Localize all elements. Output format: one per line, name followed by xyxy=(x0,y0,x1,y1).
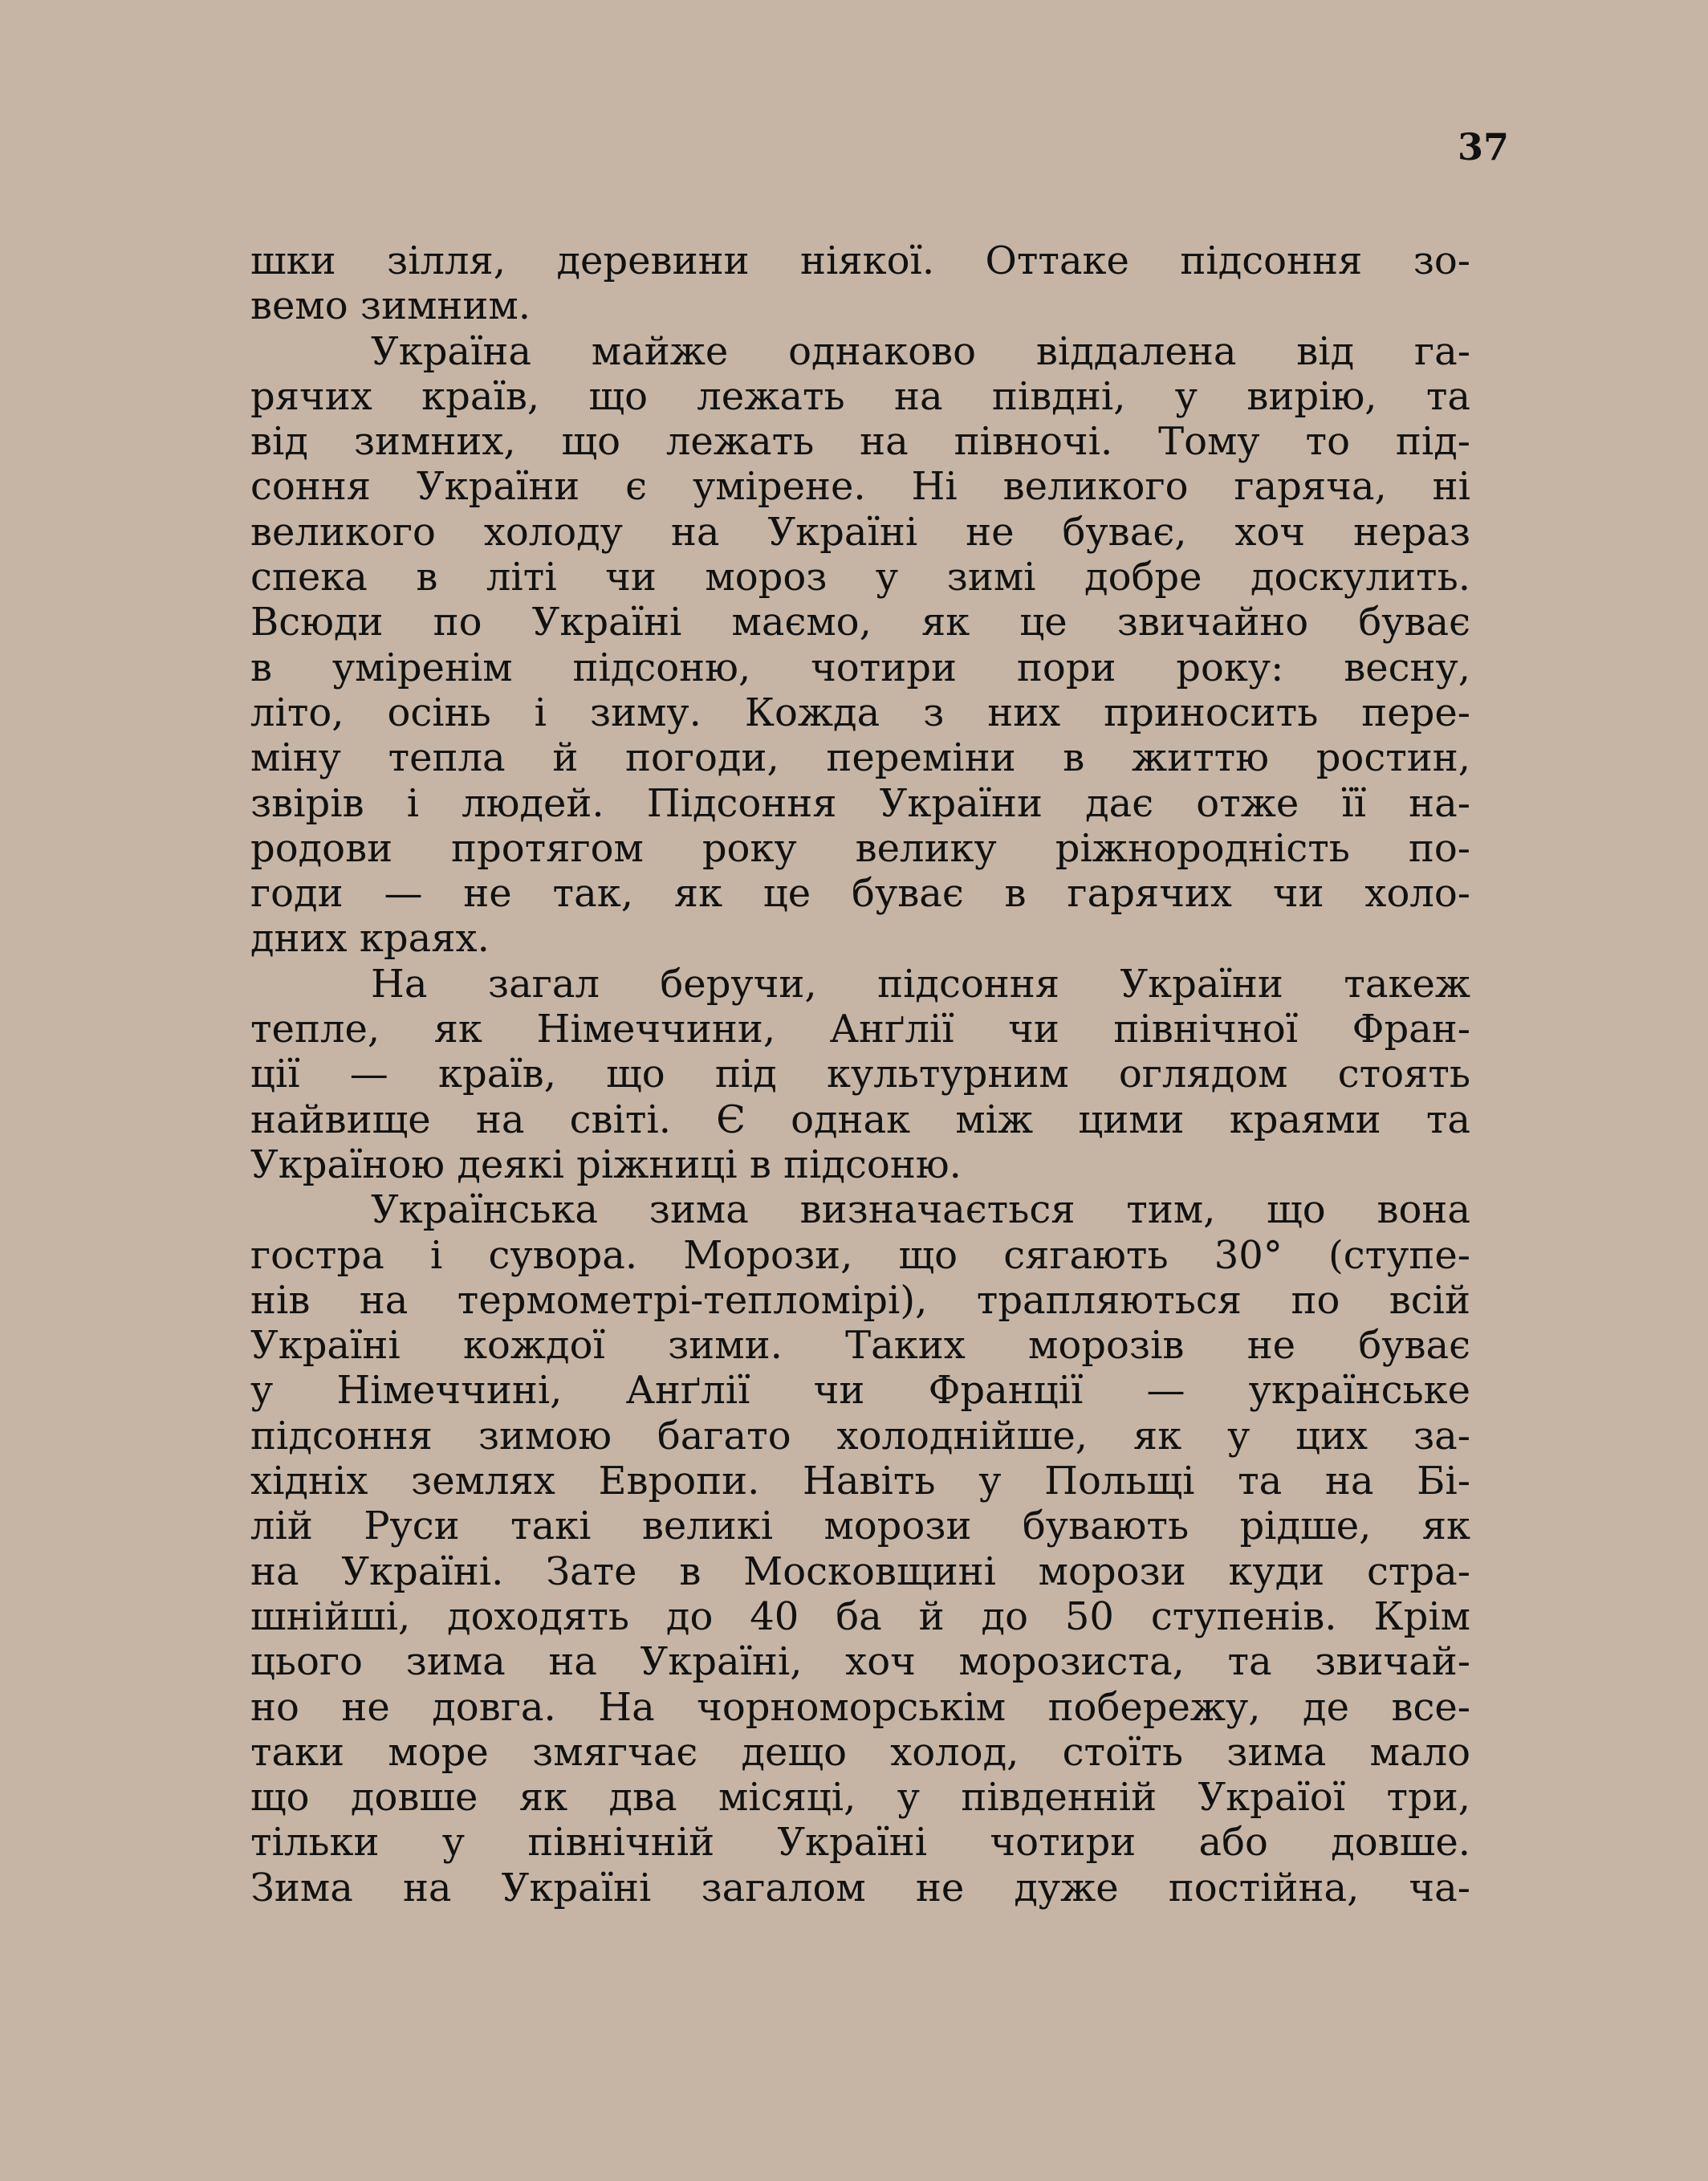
text-line: шки зілля, деревини ніякої. Оттаке підсоння зо- xyxy=(250,238,1470,283)
text-line: годи — не так, як це буває в гарячих чи холо- xyxy=(250,871,1470,917)
text-line: шнійші, доходять до 40 ба й до 50 ступенів. Крім xyxy=(250,1593,1470,1639)
text-line: в уміренім підсоню, чотири пори року: весну, xyxy=(250,645,1470,690)
text-line: звірів і людей. Підсоння України дає отже її на- xyxy=(250,780,1470,826)
text-line: вемо зимним. xyxy=(250,283,531,329)
text-line: що довше як два місяці, у південній Україої три, xyxy=(250,1775,1470,1821)
text-line: рячих країв, що лежать на півдні, у вирію, та xyxy=(250,373,1470,419)
text-line: тепле, як Німеччини, Анґлії чи північної Фран- xyxy=(250,1007,1470,1052)
text-line: но не довга. На чорноморськім побережу, де все- xyxy=(250,1684,1470,1730)
text-line: лій Руси такі великі морози бувають рідше, як xyxy=(250,1504,1470,1549)
text-line: соння України є умірене. Ні великого гаряча, ні xyxy=(250,464,1470,510)
text-line: гостра і сувора. Морози, що сягають 30° (ступе- xyxy=(250,1232,1470,1278)
text-line: таки море змягчає дещо холод, стоїть зима мало xyxy=(250,1729,1470,1775)
text-line: найвище на світі. Є однак між цими краями та xyxy=(250,1097,1470,1142)
text-line: Зима на Україні загалом не дуже постійна, ча- xyxy=(250,1865,1470,1910)
text-line: літо, осінь і зиму. Кожда з них приносить пере- xyxy=(250,690,1470,735)
text-line: нів на термометрі-тепломірі), трапляються по всій xyxy=(250,1277,1470,1323)
text-line: Всюди по Україні маємо, як це звичайно буває xyxy=(250,600,1470,645)
body-text xyxy=(250,238,1470,1910)
text-line: великого холоду на Україні не буває, хоч нераз xyxy=(250,509,1470,555)
text-line: хідніх землях Европи. Навіть у Польщі та на Бі- xyxy=(250,1459,1470,1504)
text-line: родови протягом року велику ріжнородність по- xyxy=(250,825,1470,871)
text-line: Українська зима визначається тим, що вона xyxy=(371,1187,1470,1233)
text-line: на Україні. Зате в Московщині морози куди стра- xyxy=(250,1548,1470,1594)
text-line: підсоння зимою багато холоднійше, як у цих за- xyxy=(250,1413,1470,1459)
text-line: Україна майже однаково віддалена від га- xyxy=(371,328,1470,374)
text-line: від зимних, що лежать на півночі. Тому то під- xyxy=(250,419,1470,465)
text-line: спека в літі чи мороз у зимі добре доскулить. xyxy=(250,555,1470,600)
text-line: ції — країв, що під культурним оглядом стоять xyxy=(250,1052,1470,1097)
text-line: Україні кождої зими. Таких морозів не буває xyxy=(250,1323,1470,1369)
text-line: Україною деякі ріжниці в підсоню. xyxy=(250,1141,962,1187)
text-line: у Німеччині, Анґлії чи Франції — українське xyxy=(250,1368,1470,1414)
text-line: дних краях. xyxy=(250,916,490,962)
text-line: На загал беручи, підсоння України такеж xyxy=(371,961,1470,1007)
page-number: 37 xyxy=(1457,125,1509,169)
text-line: міну тепла й погоди, переміни в життю ростин, xyxy=(250,735,1470,781)
text-line: тільки у північній Україні чотири або довше. xyxy=(250,1820,1470,1866)
text-line: цього зима на Україні, хоч морозиста, та звичай- xyxy=(250,1639,1470,1685)
